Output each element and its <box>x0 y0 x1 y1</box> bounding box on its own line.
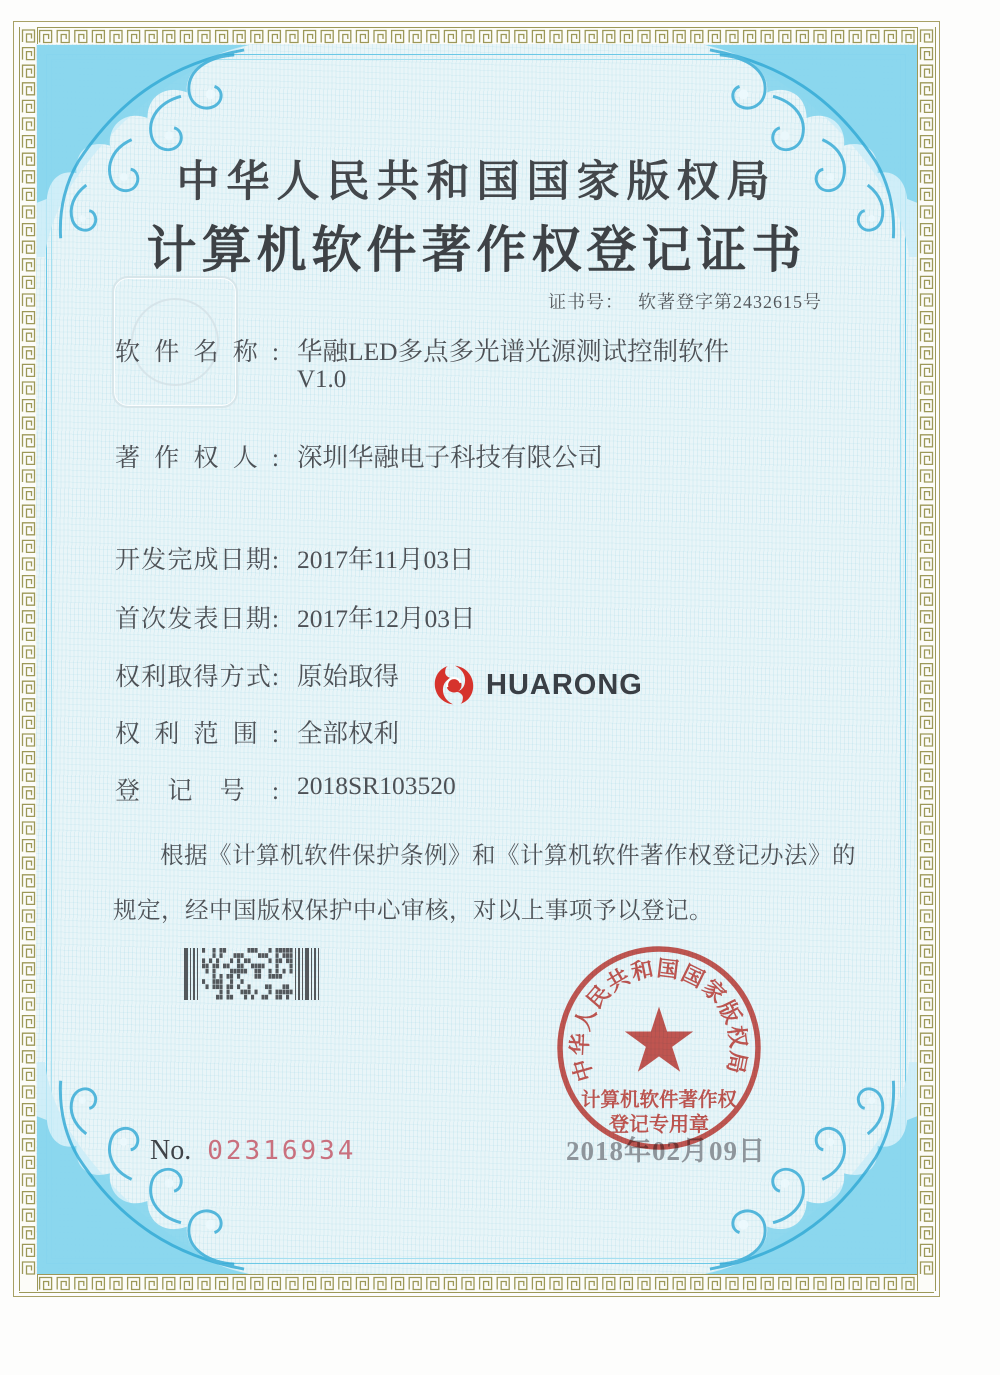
statement-line-2: 规定，经中国版权保护中心审核，对以上事项予以登记。 <box>113 898 713 924</box>
field-value: 2017年12月03日 <box>297 604 476 633</box>
certificate-number-label: 证书号： <box>548 292 624 312</box>
field-value: 2018SR103520 <box>297 771 456 800</box>
field-row-software-name <box>115 332 729 368</box>
issue-date: 2018年02月09日 <box>566 1136 766 1166</box>
seal-star-icon <box>625 1007 693 1072</box>
corner-flourish-bottom-left <box>37 1062 249 1274</box>
field-label: 著作权人: <box>115 445 279 472</box>
serial-number-line <box>150 1135 356 1167</box>
barcode-2d <box>184 947 322 1001</box>
field-label: 开发完成日期: <box>115 547 279 574</box>
field-row-registration-number <box>115 771 456 807</box>
greek-key-border-right <box>917 27 936 1291</box>
certificate-number-line <box>36 288 822 314</box>
certificate-number-value: 软著登字第2432615号 <box>638 292 822 312</box>
serial-number-label: No. <box>150 1135 192 1166</box>
field-value: 全部权利 <box>297 719 400 748</box>
field-value: 原始取得 <box>297 662 400 691</box>
field-label: 登记号: <box>115 778 279 805</box>
field-label: 首次发表日期: <box>115 606 279 633</box>
seal-line-2: 登记专用章 <box>609 1114 709 1136</box>
official-seal <box>549 938 769 1158</box>
field-row-rights-scope <box>115 714 399 750</box>
seal-ring-text: 中华人民共和国国家版权局 <box>566 955 752 1085</box>
field-label: 权利范围: <box>115 721 279 748</box>
field-label: 软件名称: <box>115 339 279 366</box>
field-row-rights-acquisition <box>115 657 399 693</box>
serial-number-value: 02316934 <box>207 1136 357 1166</box>
greek-key-border-bottom <box>19 1274 934 1293</box>
field-label: 权利取得方式: <box>115 664 279 691</box>
field-value: 2017年11月03日 <box>297 545 475 574</box>
field-row-copyright-owner <box>115 438 603 474</box>
huarong-logo <box>430 661 643 709</box>
field-row-dev-complete-date <box>115 540 475 576</box>
statement-line-1: 根据《计算机软件保护条例》和《计算机软件著作权登记办法》的 <box>160 843 856 869</box>
field-row-first-publish-date <box>115 599 476 635</box>
certificate-title: 计算机软件著作权登记证书 <box>146 222 807 278</box>
authority-title: 中华人民共和国国家版权局 <box>176 159 777 206</box>
huarong-swirl-icon <box>430 661 478 709</box>
field-value: 华融LED多点多光谱光源测试控制软件 <box>297 337 730 366</box>
software-version: V1.0 <box>297 366 347 393</box>
field-value: 深圳华融电子科技有限公司 <box>297 443 604 472</box>
huarong-logo-text: HUARONG <box>486 668 643 701</box>
seal-line-1: 计算机软件著作权 <box>580 1090 738 1111</box>
